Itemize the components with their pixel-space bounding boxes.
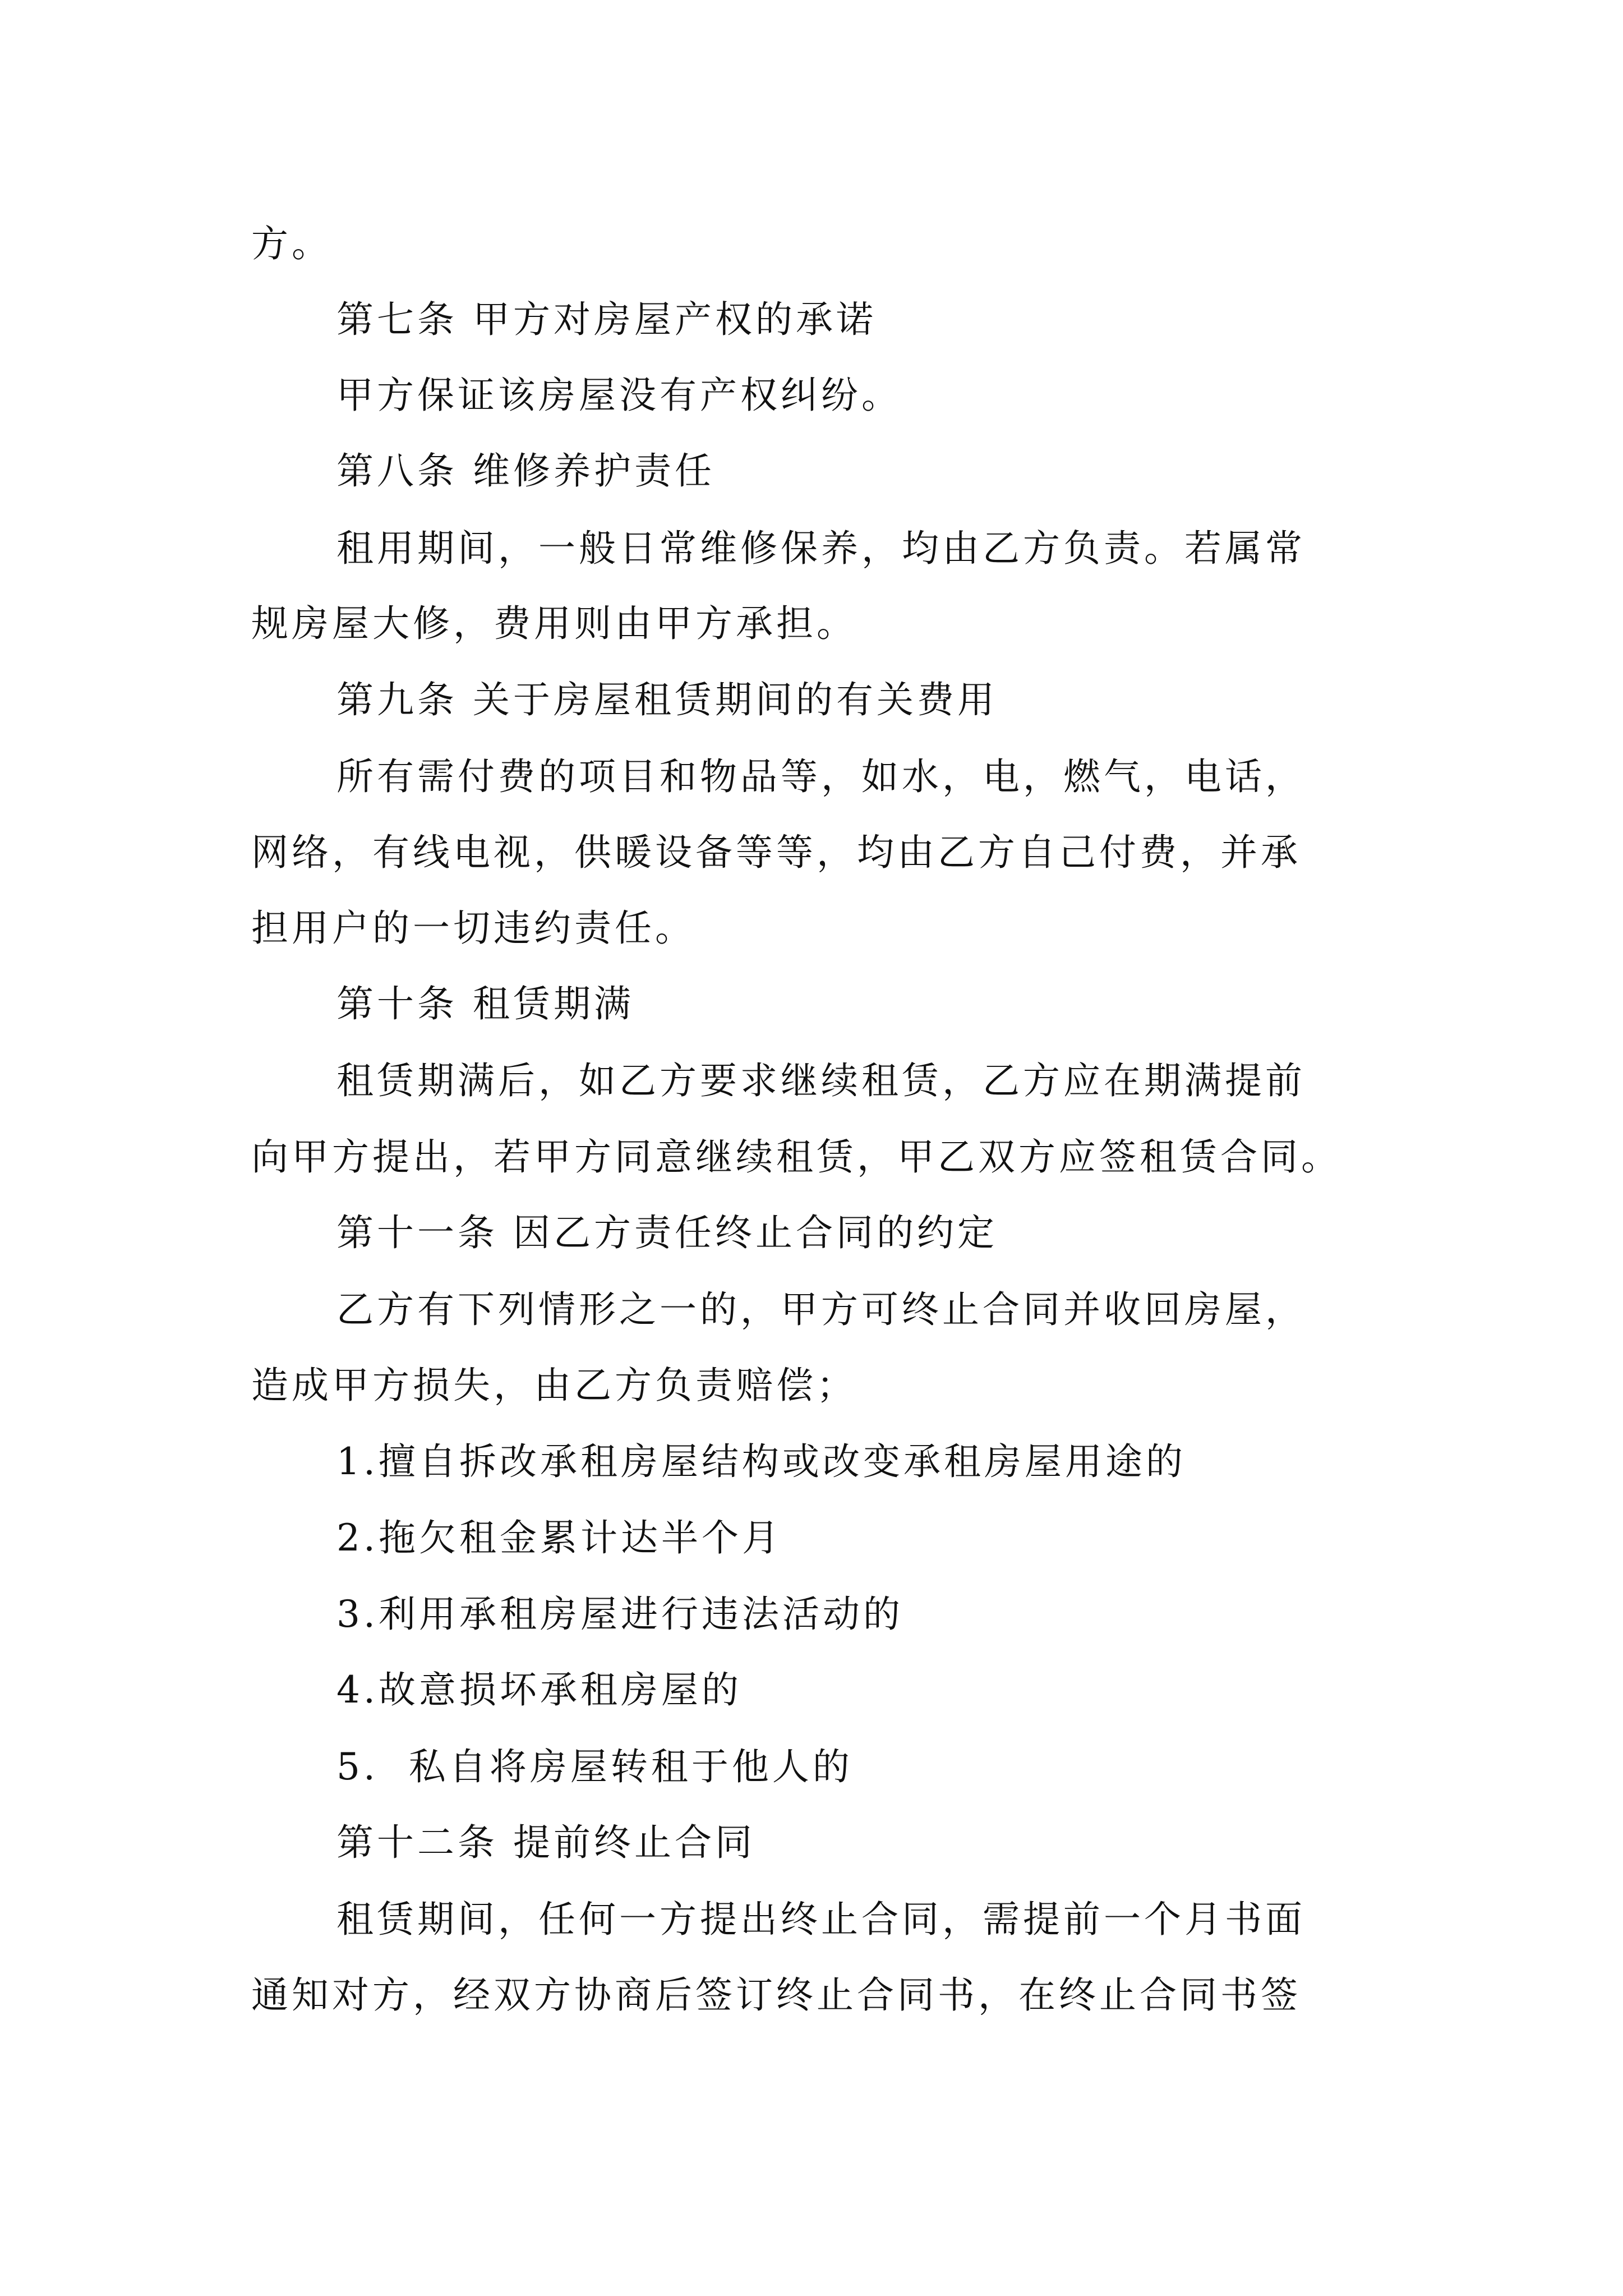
list-item: 3.利用承租房屋进行违法活动的: [336, 1593, 903, 1636]
text-line: 方。: [251, 222, 332, 265]
text-line: 造成甲方损失，由乙方负责赔偿；: [251, 1364, 857, 1407]
text-line: 所有需付费的项目和物品等，如水，电，燃气，电话，: [336, 755, 1306, 798]
article-heading: 第十条 租赁期满: [336, 982, 634, 1025]
text-line: 通知对方，经双方协商后签订终止合同书，在终止合同书签: [251, 1973, 1301, 2017]
text-line: 租赁期间，任何一方提出终止合同，需提前一个月书面: [336, 1898, 1306, 1941]
text-line: 租用期间，一般日常维修保养，均由乙方负责。若属常: [336, 527, 1306, 570]
article-heading: 第十一条 因乙方责任终止合同的约定: [336, 1211, 998, 1254]
list-item: 5. 私自将房屋转租于他人的: [336, 1745, 853, 1788]
text-line: 担用户的一切违约责任。: [251, 907, 695, 950]
text-line: 甲方保证该房屋没有产权纠纷。: [336, 374, 902, 417]
article-heading: 第九条 关于房屋租赁期间的有关费用: [336, 678, 998, 721]
list-item: 2.拖欠租金累计达半个月: [336, 1516, 782, 1559]
article-heading: 第十二条 提前终止合同: [336, 1821, 755, 1864]
list-item: 4.故意损坏承租房屋的: [336, 1668, 742, 1711]
list-item: 1.擅自拆改承租房屋结构或改变承租房屋用途的: [336, 1440, 1186, 1483]
article-heading: 第七条 甲方对房屋产权的承诺: [336, 298, 877, 341]
text-line: 规房屋大修，费用则由甲方承担。: [251, 602, 857, 645]
text-line: 租赁期满后，如乙方要求继续租赁，乙方应在期满提前: [336, 1059, 1306, 1102]
text-line: 向甲方提出，若甲方同意继续租赁，甲乙双方应签租赁合同。: [251, 1135, 1341, 1179]
article-heading: 第八条 维修养护责任: [336, 449, 715, 493]
text-line: 网络，有线电视，供暖设备等等，均由乙方自己付费，并承: [251, 831, 1301, 874]
text-line: 乙方有下列情形之一的，甲方可终止合同并收回房屋，: [336, 1288, 1306, 1331]
